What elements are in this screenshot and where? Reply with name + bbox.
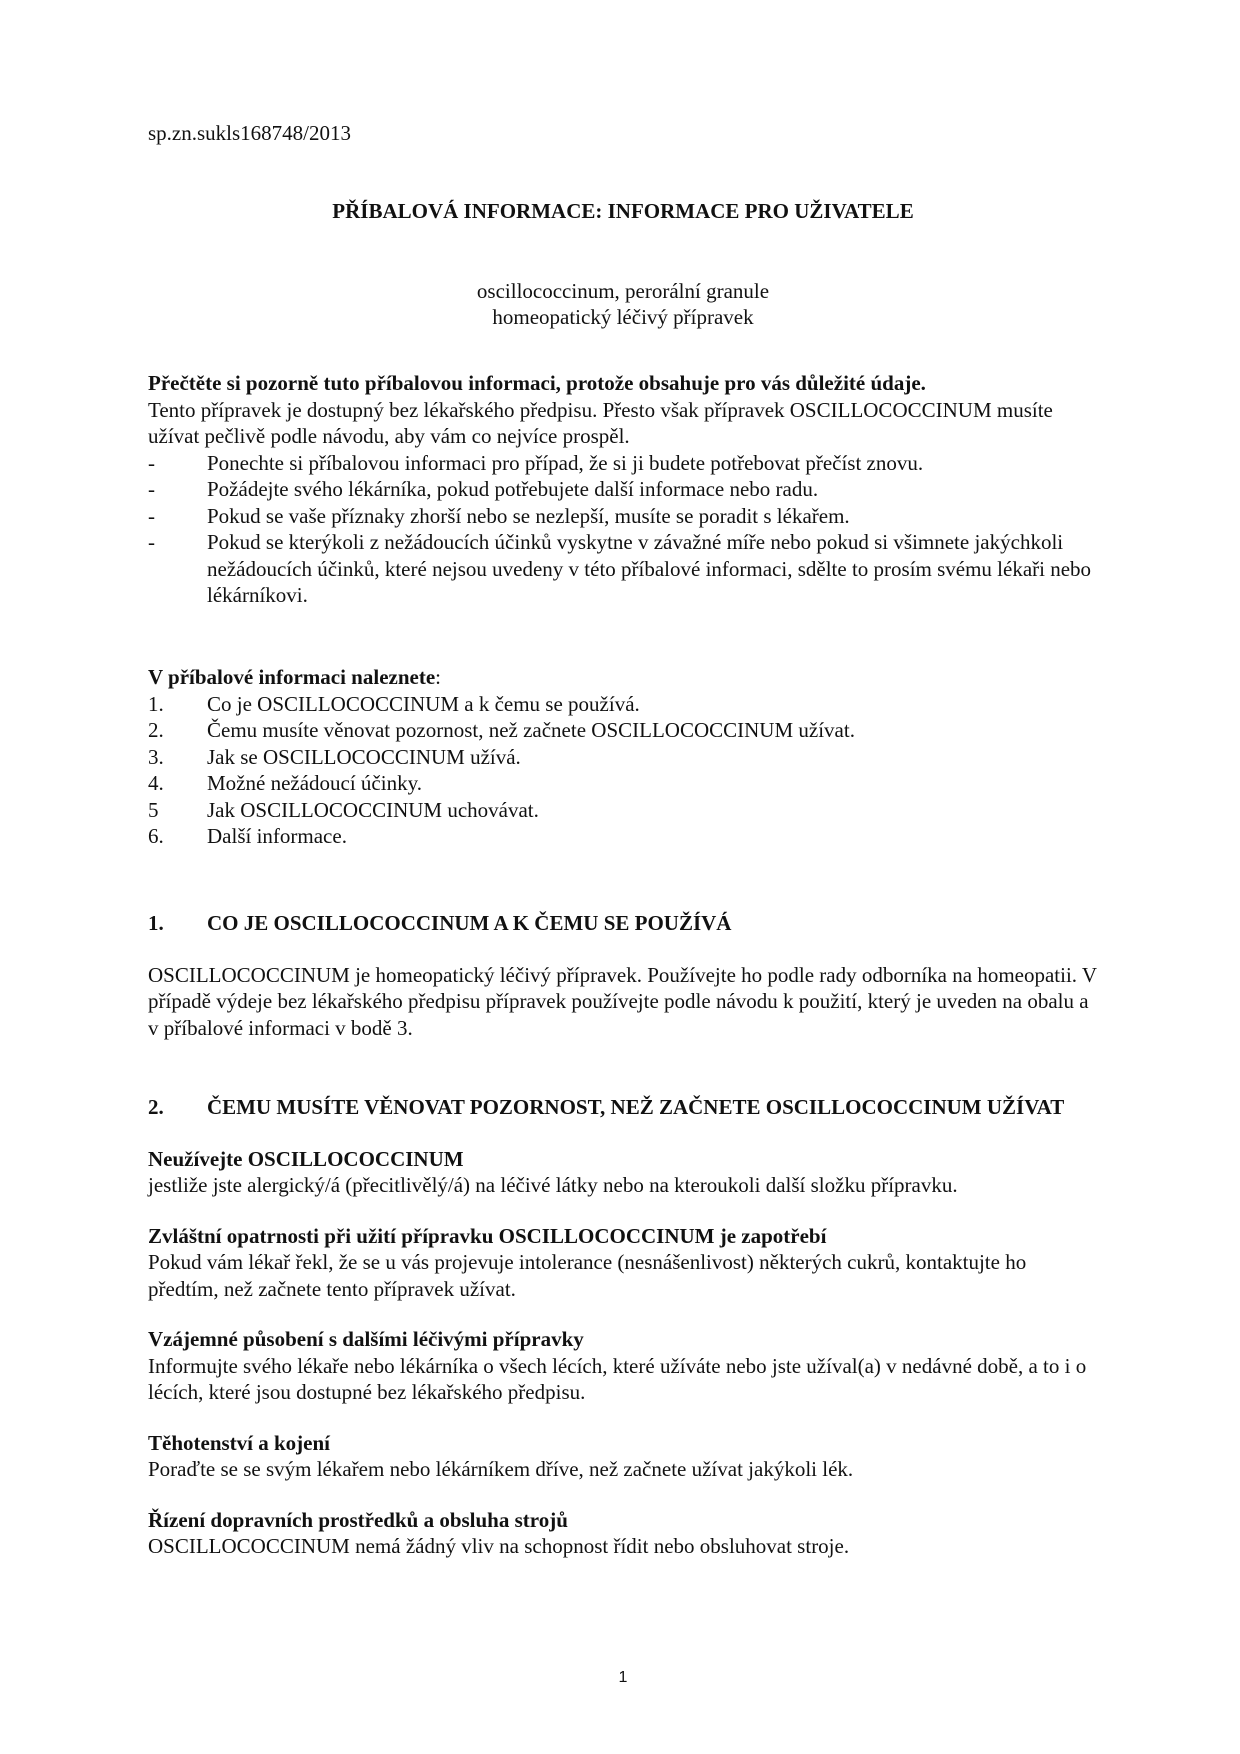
section-2-heading — [148, 1094, 1098, 1121]
document-title: PŘÍBALOVÁ INFORMACE: INFORMACE PRO UŽIVATELE — [332, 199, 914, 223]
product-name: oscillococcinum, perorální granule — [476, 279, 770, 303]
bullet-marker: - — [148, 450, 155, 475]
toc-item-number: 1. — [148, 691, 164, 716]
intro-bullet — [148, 503, 1098, 530]
product-subtitle — [148, 278, 1098, 330]
intro-bullet — [148, 450, 1098, 477]
section-number: 2. — [148, 1095, 164, 1119]
toc-item-number: 6. — [148, 824, 164, 848]
bullet-marker: - — [148, 503, 155, 528]
product-type: homeopatický léčivý přípravek — [492, 305, 754, 329]
intro-text: Tento přípravek je dostupný bez lékařského předpisu. Přesto však přípravek OSCILLOCOCCINUM musíte užívat pečlivě podle návodu, aby vám co nejvíce prospěl. — [148, 397, 1053, 448]
bullet-marker: - — [148, 477, 155, 501]
bullet-text: Ponechte si příbalovou informaci pro případ, že si ji budete potřebovat přečíst znovu. — [207, 450, 924, 475]
intro-bullet — [148, 476, 1098, 503]
bullet-text: Pokud se kterýkoli z nežádoucích účinků vyskytne v závažné míře nebo pokud si všimnete jakýchkoli nežádoucích účinků, které nejsou uvedeny v této příbalové informaci, sdělte to prosím svému lékaři nebo lékárníkovi. — [207, 530, 1092, 607]
toc-item-text: Jak OSCILLOCOCCINUM uchovávat. — [207, 797, 539, 822]
subsection-text: Poraďte se se svým lékařem nebo lékárníkem dříve, než začnete užívat jakýkoli lék. — [148, 1457, 854, 1481]
bullet-text: Požádejte svého lékárníka, pokud potřebujete další informace nebo radu. — [207, 477, 819, 501]
subsection-heading: Těhotenství a kojení — [148, 1430, 331, 1455]
section-title: ČEMU MUSÍTE VĚNOVAT POZORNOST, NEŽ ZAČNETE OSCILLOCOCCINUM UŽÍVAT — [207, 1095, 1065, 1119]
subsection-text: Informujte svého lékaře nebo lékárníka o všech lécích, které užíváte nebo jste užíval(a) v nedávné době, a to i o lécích, které jsou dostupné bez lékařského předpisu. — [148, 1353, 1087, 1404]
subsection — [148, 1146, 1098, 1199]
toc-heading-colon: : — [435, 665, 441, 689]
toc-item-number: 4. — [148, 771, 164, 795]
toc-item — [148, 744, 1098, 771]
subsection — [148, 1507, 1098, 1560]
section-2 — [148, 1094, 1098, 1560]
intro-bullet — [148, 529, 1098, 609]
toc-item — [148, 770, 1098, 797]
subsection-heading: Řízení dopravních prostředků a obsluha strojů — [148, 1507, 568, 1532]
table-of-contents — [148, 664, 1098, 850]
intro-section — [148, 370, 1098, 609]
subsection-heading: Neužívejte OSCILLOCOCCINUM — [148, 1146, 464, 1171]
section-title: CO JE OSCILLOCOCCINUM A K ČEMU SE POUŽÍVÁ — [207, 911, 732, 935]
section-1-heading — [148, 910, 1098, 937]
subsection-heading: Zvláštní opatrnosti při užití přípravku OSCILLOCOCCINUM je zapotřebí — [148, 1223, 827, 1248]
toc-item-text: Možné nežádoucí účinky. — [207, 771, 422, 795]
section-1-text: OSCILLOCOCCINUM je homeopatický léčivý přípravek. Používejte ho podle rady odborníka na homeopatii. V případě výdeje bez lékařského předpisu přípravek používejte podle návodu k použití, který je uveden na obalu a v příbalové informaci v bodě 3. — [148, 962, 1097, 1040]
toc-item — [148, 823, 1098, 850]
toc-item-text: Další informace. — [207, 824, 347, 848]
toc-item-number: 5 — [148, 797, 159, 822]
subsection-text: jestliže jste alergický/á (přecitlivělý/á) na léčivé látky nebo na kteroukoli další složku přípravku. — [148, 1173, 958, 1197]
toc-item-number: 2. — [148, 718, 164, 742]
toc-item-text: Jak se OSCILLOCOCCINUM užívá. — [207, 744, 521, 769]
bullet-text: Pokud se vaše příznaky zhorší nebo se nezlepší, musíte se poradit s lékařem. — [207, 503, 850, 528]
intro-heading: Přečtěte si pozorně tuto příbalovou informaci, protože obsahuje pro vás důležité údaje. — [148, 371, 926, 395]
toc-item — [148, 797, 1098, 824]
section-number: 1. — [148, 911, 164, 935]
bullet-marker: - — [148, 530, 155, 554]
document-reference: sp.zn.sukls168748/2013 — [148, 121, 352, 145]
toc-item — [148, 717, 1098, 744]
section-1 — [148, 910, 1098, 1041]
toc-item-text: Čemu musíte věnovat pozornost, než začnete OSCILLOCOCCINUM užívat. — [207, 718, 855, 742]
toc-item-number: 3. — [148, 744, 164, 769]
toc-item-text: Co je OSCILLOCOCCINUM a k čemu se používá. — [207, 691, 640, 716]
page-number: 1 — [618, 1669, 628, 1686]
subsection — [148, 1430, 1098, 1483]
subsection — [148, 1223, 1098, 1303]
subsection — [148, 1326, 1098, 1406]
subsection-text: OSCILLOCOCCINUM nemá žádný vliv na schopnost řídit nebo obsluhovat stroje. — [148, 1534, 850, 1558]
toc-heading-line — [148, 664, 1098, 691]
subsection-text: Pokud vám lékař řekl, že se u vás projevuje intolerance (nesnášenlivost) některých cukrů, kontaktujte ho předtím, než začnete tento přípravek užívat. — [148, 1250, 1027, 1301]
subsection-heading: Vzájemné působení s dalšími léčivými přípravky — [148, 1327, 584, 1351]
toc-item — [148, 691, 1098, 718]
toc-heading: V příbalové informaci naleznete — [148, 665, 436, 689]
